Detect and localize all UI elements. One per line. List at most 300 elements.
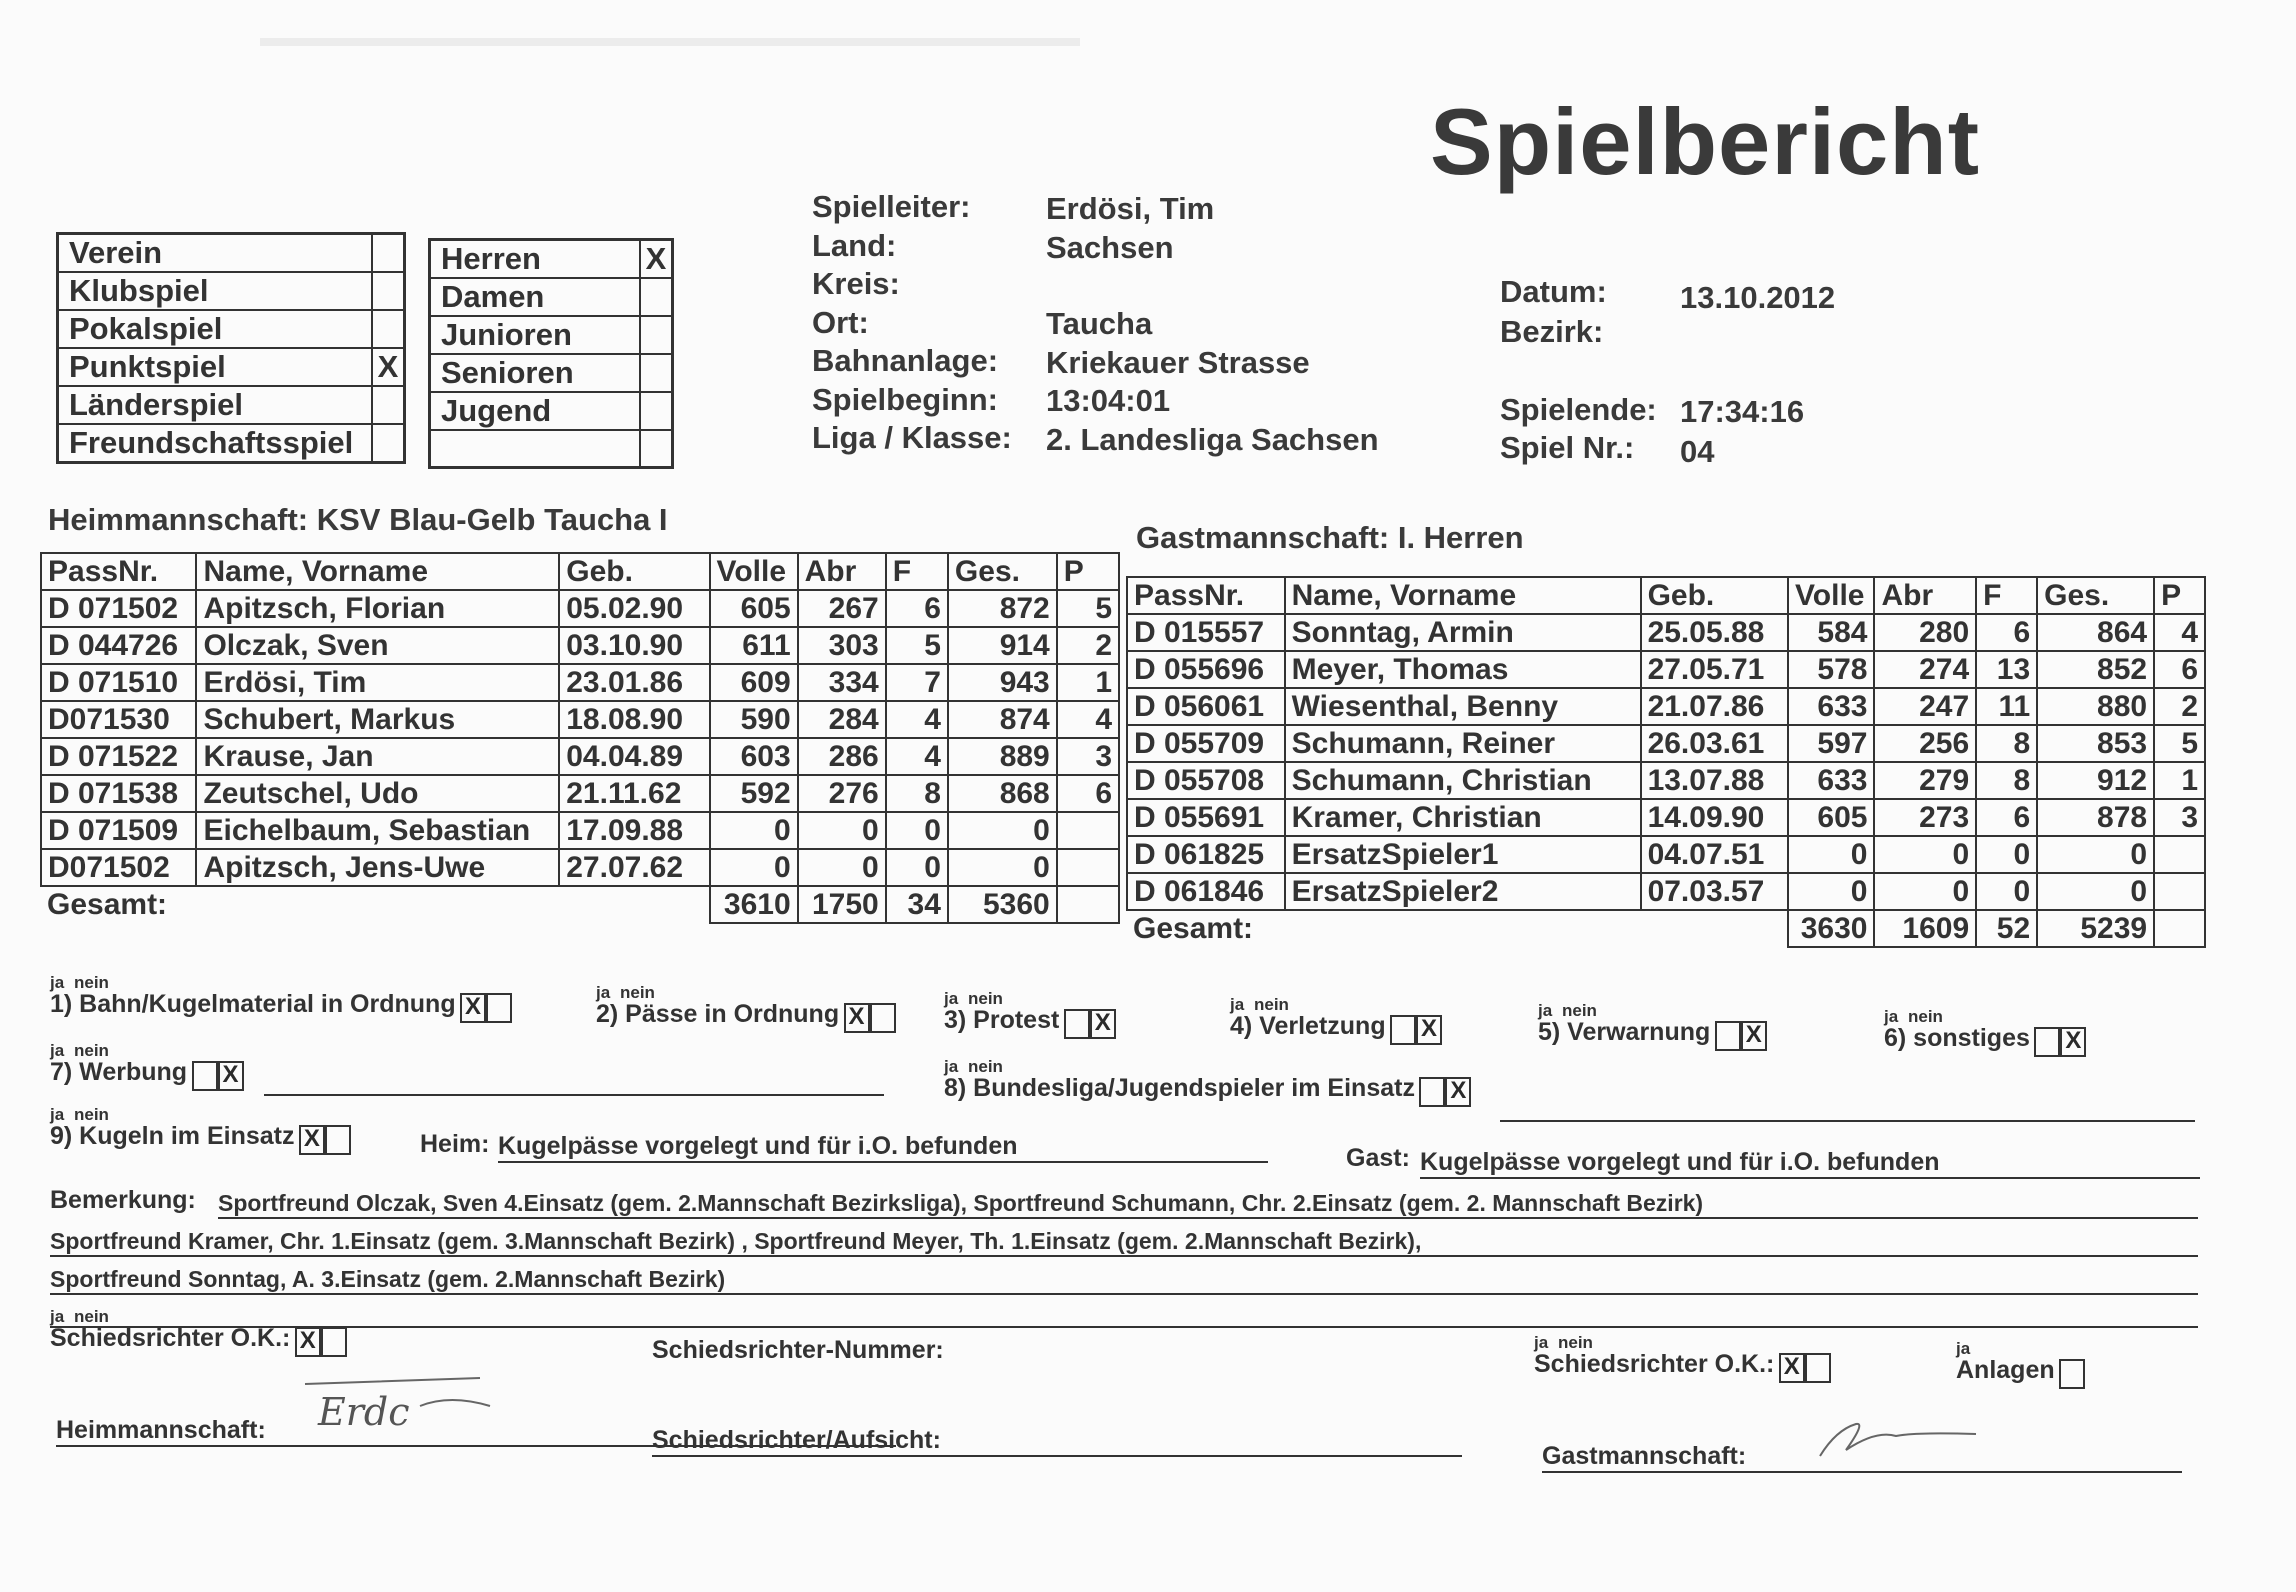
guest-cell-name: Schumann, Christian	[1285, 762, 1641, 799]
nein-label: nein	[74, 1306, 109, 1326]
home-cell-fehler: 4	[886, 738, 948, 775]
game-type-checkbox[interactable]	[372, 386, 405, 424]
home-header-gesamt: Ges.	[948, 553, 1057, 590]
game-type-row	[58, 272, 405, 310]
guest-cell-name: Schumann, Reiner	[1285, 725, 1641, 762]
home-cell-geb: 21.11.62	[559, 775, 709, 812]
check-1-ja[interactable]: X	[460, 993, 486, 1023]
nein-label: nein	[74, 972, 109, 992]
spielnr-label: Spiel Nr.:	[1500, 430, 1635, 465]
heim-check-label: Heim:	[420, 1130, 490, 1158]
guest-cell-geb: 07.03.57	[1641, 873, 1788, 910]
nein-label: nein	[74, 1040, 109, 1060]
guest-total-value: 3630	[1788, 910, 1874, 947]
anlagen	[1956, 1356, 2085, 1389]
home-cell-gesamt: 914	[948, 627, 1057, 664]
home-cell-volle: 605	[710, 590, 798, 627]
guest-cell-fehler: 11	[1976, 688, 2037, 725]
land-label: Land:	[812, 227, 897, 263]
check-7-nein[interactable]: X	[218, 1061, 244, 1091]
home-cell-abr: 334	[798, 664, 886, 701]
guest-cell-fehler: 8	[1976, 725, 2037, 762]
home-cell-pass-nr: D 071502	[41, 590, 196, 627]
guest-cell-punkte: 3	[2154, 799, 2205, 836]
guest-cell-abr: 273	[1874, 799, 1976, 836]
info-labels	[812, 188, 1012, 458]
check-5	[1538, 1018, 1767, 1051]
home-header-abr: Abr	[798, 553, 886, 590]
home-cell-punkte	[1057, 812, 1119, 849]
check-3-ja[interactable]	[1064, 1009, 1090, 1039]
home-cell-pass-nr: D 071509	[41, 812, 196, 849]
home-header-volle: Volle	[710, 553, 798, 590]
category-label: Herren	[430, 240, 641, 279]
home-signature-stroke	[300, 1376, 500, 1426]
guest-cell-pass-nr: D 061825	[1127, 836, 1285, 873]
guest-cell-volle: 605	[1788, 799, 1874, 836]
table-row	[1127, 799, 2205, 836]
category-row	[430, 278, 673, 316]
home-cell-gesamt: 0	[948, 812, 1057, 849]
home-cell-gesamt: 872	[948, 590, 1057, 627]
home-cell-pass-nr: D 044726	[41, 627, 196, 664]
guest-header-gesamt: Ges.	[2037, 577, 2154, 614]
check-5-ja[interactable]	[1715, 1021, 1741, 1051]
home-cell-volle: 603	[710, 738, 798, 775]
home-cell-geb: 05.02.90	[559, 590, 709, 627]
home-total-empty	[1057, 886, 1119, 923]
home-cell-fehler: 6	[886, 590, 948, 627]
remarks-line-4	[50, 1326, 2198, 1328]
category-row	[430, 316, 673, 354]
table-row	[41, 849, 1119, 886]
check-2-label: 2) Pässe in Ordnung	[596, 1000, 840, 1028]
check-8	[944, 1074, 1471, 1107]
guest-signature	[1816, 1410, 2006, 1470]
liga-value: 2. Landesliga Sachsen	[1046, 421, 1379, 457]
ort-label: Ort:	[812, 304, 869, 340]
category-label: Junioren	[430, 316, 641, 354]
home-cell-pass-nr: D 071522	[41, 738, 196, 775]
check-7-ja[interactable]	[192, 1061, 218, 1091]
category-row	[430, 240, 673, 279]
category-checkbox[interactable]	[640, 316, 673, 354]
table-row	[41, 627, 1119, 664]
home-cell-punkte	[1057, 849, 1119, 886]
home-cell-name: Apitzsch, Florian	[196, 590, 559, 627]
ja-label: ja	[1884, 1006, 1899, 1026]
game-type-label: Länderspiel	[58, 386, 373, 424]
game-type-row	[58, 310, 405, 348]
table-row	[41, 664, 1119, 701]
home-cell-abr: 284	[798, 701, 886, 738]
home-cell-volle: 609	[710, 664, 798, 701]
guest-total-value: 1609	[1874, 910, 1976, 947]
guest-cell-name: ErsatzSpieler2	[1285, 873, 1641, 910]
home-cell-pass-nr: D 071538	[41, 775, 196, 812]
land-value: Sachsen	[1046, 229, 1174, 265]
home-cell-name: Olczak, Sven	[196, 627, 559, 664]
check-4-nein[interactable]: X	[1416, 1015, 1442, 1045]
home-cell-punkte: 5	[1057, 590, 1119, 627]
guest-cell-fehler: 0	[1976, 836, 2037, 873]
home-header-punkte: P	[1057, 553, 1119, 590]
guest-cell-geb: 26.03.61	[1641, 725, 1788, 762]
ja-label: ja	[1534, 1332, 1549, 1352]
schiri-ok-home-nein[interactable]	[321, 1327, 347, 1357]
home-cell-volle: 0	[710, 849, 798, 886]
guest-cell-gesamt: 912	[2037, 762, 2154, 799]
guest-cell-pass-nr: D 061846	[1127, 873, 1285, 910]
ort-value: Taucha	[1046, 306, 1153, 341]
check-6-nein[interactable]: X	[2060, 1027, 2086, 1057]
guest-header-geb: Geb.	[1641, 577, 1788, 614]
remarks-line-1: Sportfreund Olczak, Sven 4.Einsatz (gem. 2.Mannschaft Bezirksliga), Sportfreund Schumann, Chr. 2.Einsatz (gem. 2. Mannschaft Bezirk)	[218, 1190, 2198, 1219]
game-type-label: Klubspiel	[58, 272, 373, 310]
home-header-geb: Geb.	[559, 553, 709, 590]
table-row	[1127, 651, 2205, 688]
guest-cell-fehler: 6	[1976, 614, 2037, 651]
nein-label: nein	[1254, 994, 1289, 1014]
game-type-checkbox[interactable]	[372, 310, 405, 348]
check-7-label: 7) Werbung	[50, 1058, 188, 1086]
home-cell-name: Erdösi, Tim	[196, 664, 559, 701]
ja-label: ja	[50, 1040, 65, 1060]
check-3	[944, 1006, 1116, 1039]
home-cell-punkte: 6	[1057, 775, 1119, 812]
home-cell-punkte: 2	[1057, 627, 1119, 664]
home-cell-fehler: 7	[886, 664, 948, 701]
nein-label: nein	[1558, 1332, 1593, 1352]
category-checkbox[interactable]	[640, 392, 673, 430]
category-row	[430, 392, 673, 430]
table-row	[1127, 762, 2205, 799]
check-7	[50, 1058, 244, 1091]
check-8-label: 8) Bundesliga/Jugendspieler im Einsatz	[944, 1074, 1415, 1102]
guest-cell-gesamt: 0	[2037, 836, 2154, 873]
home-total-row	[41, 886, 1119, 923]
check-2-ja[interactable]: X	[844, 1003, 870, 1033]
home-signature-label: Heimmannschaft:	[56, 1416, 896, 1447]
table-row	[41, 738, 1119, 775]
ja-label: ja	[50, 972, 65, 992]
guest-cell-volle: 0	[1788, 873, 1874, 910]
check-4	[1230, 1012, 1442, 1045]
datum-label: Datum:	[1500, 274, 1607, 309]
game-type-label: Pokalspiel	[58, 310, 373, 348]
home-cell-fehler: 5	[886, 627, 948, 664]
home-cell-abr: 267	[798, 590, 886, 627]
check-8-line	[1500, 1120, 2195, 1122]
kreis-label: Kreis:	[812, 266, 900, 301]
category-checkbox[interactable]: X	[640, 240, 673, 279]
home-cell-fehler: 0	[886, 849, 948, 886]
guest-cell-abr: 256	[1874, 725, 1976, 762]
schiri-ok-guest	[1534, 1350, 1831, 1383]
gast-check-label: Gast:	[1346, 1144, 1410, 1172]
check-4-label: 4) Verletzung	[1230, 1012, 1386, 1040]
anlagen-ja[interactable]	[2059, 1359, 2085, 1389]
home-signature: Erdc	[318, 1390, 410, 1434]
remarks-label: Bemerkung:	[50, 1186, 196, 1214]
check-6-ja[interactable]	[2034, 1027, 2060, 1057]
nein-label: nein	[1562, 1000, 1597, 1020]
guest-cell-volle: 633	[1788, 688, 1874, 725]
game-type-row	[58, 348, 405, 386]
game-type-row	[58, 386, 405, 424]
guest-total-label: Gesamt:	[1127, 910, 1788, 947]
home-cell-pass-nr: D071530	[41, 701, 196, 738]
guest-cell-gesamt: 852	[2037, 651, 2154, 688]
check-8-nein[interactable]: X	[1445, 1077, 1471, 1107]
home-cell-gesamt: 874	[948, 701, 1057, 738]
home-cell-name: Schubert, Markus	[196, 701, 559, 738]
spielnr-value: 04	[1680, 434, 1715, 469]
guest-cell-fehler: 0	[1976, 873, 2037, 910]
home-cell-volle: 592	[710, 775, 798, 812]
guest-cell-name: Kramer, Christian	[1285, 799, 1641, 836]
guest-cell-volle: 597	[1788, 725, 1874, 762]
check-3-label: 3) Protest	[944, 1006, 1060, 1034]
category-label: Damen	[430, 278, 641, 316]
home-cell-gesamt: 889	[948, 738, 1057, 775]
check-9	[50, 1122, 351, 1155]
ja-label: ja	[944, 988, 959, 1008]
schiri-ok-home-ja[interactable]: X	[295, 1327, 321, 1357]
bahn-value: Kriekauer Strasse	[1046, 344, 1310, 380]
category-checkbox[interactable]	[640, 354, 673, 392]
game-type-box	[56, 232, 406, 464]
guest-header-name: Name, Vorname	[1285, 577, 1641, 614]
game-type-checkbox[interactable]	[372, 272, 405, 310]
category-checkbox[interactable]	[640, 278, 673, 316]
guest-cell-geb: 25.05.88	[1641, 614, 1788, 651]
game-type-label: Verein	[58, 234, 373, 273]
guest-header-punkte: P	[2154, 577, 2205, 614]
ja-label: ja	[50, 1104, 65, 1124]
category-row	[430, 354, 673, 392]
table-row	[1127, 725, 2205, 762]
game-type-checkbox[interactable]: X	[372, 348, 405, 386]
guest-cell-abr: 247	[1874, 688, 1976, 725]
check-5-nein[interactable]: X	[1741, 1021, 1767, 1051]
home-total-value: 5360	[948, 886, 1057, 923]
home-cell-pass-nr: D071502	[41, 849, 196, 886]
guest-signature-label: Gastmannschaft:	[1542, 1442, 2182, 1473]
category-box	[428, 238, 674, 469]
guest-cell-punkte: 4	[2154, 614, 2205, 651]
home-cell-geb: 03.10.90	[559, 627, 709, 664]
check-9-ja[interactable]: X	[299, 1125, 325, 1155]
gast-check-text: Kugelpässe vorgelegt und für i.O. befunden	[1420, 1148, 2200, 1179]
spielleiter-value: Erdösi, Tim	[1046, 191, 1215, 226]
ja-label: ja	[944, 1056, 959, 1076]
datum-value: 13.10.2012	[1680, 280, 1836, 315]
home-cell-abr: 286	[798, 738, 886, 775]
check-1	[50, 990, 512, 1023]
guest-cell-gesamt: 880	[2037, 688, 2154, 725]
home-total-label: Gesamt:	[41, 886, 710, 923]
game-type-checkbox[interactable]	[372, 234, 405, 273]
ja-label: ja	[1538, 1000, 1553, 1020]
table-row	[1127, 873, 2205, 910]
guest-cell-punkte	[2154, 873, 2205, 910]
remarks-line-3: Sportfreund Sonntag, A. 3.Einsatz (gem. 2.Mannschaft Bezirk)	[50, 1266, 2198, 1295]
check-1-nein[interactable]	[486, 993, 512, 1023]
check-6-label: 6) sonstiges	[1884, 1024, 2030, 1052]
guest-cell-volle: 0	[1788, 836, 1874, 873]
nein-label: nein	[620, 982, 655, 1002]
info-values	[1046, 190, 1379, 459]
table-row	[41, 701, 1119, 738]
guest-cell-abr: 274	[1874, 651, 1976, 688]
home-cell-gesamt: 943	[948, 664, 1057, 701]
table-row	[1127, 836, 2205, 873]
schiri-ok-home-label: Schiedsrichter O.K.:	[50, 1324, 291, 1352]
home-total-value: 1750	[798, 886, 886, 923]
guest-cell-abr: 279	[1874, 762, 1976, 799]
guest-total-empty	[2154, 910, 2205, 947]
guest-cell-abr: 280	[1874, 614, 1976, 651]
home-cell-punkte: 1	[1057, 664, 1119, 701]
category-checkbox[interactable]	[640, 430, 673, 468]
game-type-label: Freundschaftsspiel	[58, 424, 373, 463]
bahn-label: Bahnanlage:	[812, 343, 999, 378]
category-label	[430, 430, 641, 468]
anlagen-label: Anlagen	[1956, 1356, 2055, 1384]
home-cell-abr: 276	[798, 775, 886, 812]
table-row	[41, 775, 1119, 812]
home-cell-gesamt: 0	[948, 849, 1057, 886]
guest-cell-name: Sonntag, Armin	[1285, 614, 1641, 651]
home-cell-name: Zeutschel, Udo	[196, 775, 559, 812]
check-8-ja[interactable]	[1419, 1077, 1445, 1107]
guest-cell-pass-nr: D 015557	[1127, 614, 1285, 651]
home-cell-volle: 590	[710, 701, 798, 738]
category-label: Jugend	[430, 392, 641, 430]
home-cell-geb: 17.09.88	[559, 812, 709, 849]
game-type-row	[58, 234, 405, 273]
schiri-ok-home	[50, 1324, 347, 1357]
heim-check-text: Kugelpässe vorgelegt und für i.O. befunden	[498, 1132, 1268, 1163]
werbung-line	[264, 1094, 884, 1096]
check-5-label: 5) Verwarnung	[1538, 1018, 1711, 1046]
home-cell-abr: 0	[798, 812, 886, 849]
home-cell-geb: 04.04.89	[559, 738, 709, 775]
check-2	[596, 1000, 896, 1033]
game-type-checkbox[interactable]	[372, 424, 405, 463]
guest-cell-fehler: 8	[1976, 762, 2037, 799]
spielende-label: Spielende:	[1500, 392, 1657, 427]
liga-label: Liga / Klasse:	[812, 420, 1012, 455]
home-cell-abr: 303	[798, 627, 886, 664]
page-title: Spielbericht	[1430, 89, 1981, 194]
home-cell-punkte: 4	[1057, 701, 1119, 738]
home-cell-pass-nr: D 071510	[41, 664, 196, 701]
nein-label: nein	[74, 1104, 109, 1124]
check-2-nein[interactable]	[870, 1003, 896, 1033]
guest-header-pass-nr: PassNr.	[1127, 577, 1285, 614]
bezirk-label: Bezirk:	[1500, 314, 1604, 349]
category-label: Senioren	[430, 354, 641, 392]
nein-label: nein	[1908, 1006, 1943, 1026]
beginn-value: 13:04:01	[1046, 383, 1171, 418]
guest-cell-volle: 578	[1788, 651, 1874, 688]
home-cell-punkte: 3	[1057, 738, 1119, 775]
home-cell-geb: 23.01.86	[559, 664, 709, 701]
table-row	[1127, 688, 2205, 725]
ja-label: ja	[596, 982, 611, 1002]
guest-cell-pass-nr: D 055709	[1127, 725, 1285, 762]
home-header-fehler: F	[886, 553, 948, 590]
guest-cell-gesamt: 878	[2037, 799, 2154, 836]
schiri-ok-guest-ja[interactable]: X	[1779, 1353, 1805, 1383]
home-cell-fehler: 4	[886, 701, 948, 738]
check-4-ja[interactable]	[1390, 1015, 1416, 1045]
home-cell-volle: 611	[710, 627, 798, 664]
guest-header-volle: Volle	[1788, 577, 1874, 614]
ja-label: ja	[1230, 994, 1245, 1014]
guest-cell-pass-nr: D 056061	[1127, 688, 1285, 725]
guest-cell-pass-nr: D 055696	[1127, 651, 1285, 688]
aufsicht-signature-label: Schiedsrichter/Aufsicht:	[652, 1426, 1462, 1457]
home-header-pass-nr: PassNr.	[41, 553, 196, 590]
schiri-ok-guest-label: Schiedsrichter O.K.:	[1534, 1350, 1775, 1378]
guest-cell-fehler: 6	[1976, 799, 2037, 836]
home-cell-fehler: 8	[886, 775, 948, 812]
guest-cell-pass-nr: D 055708	[1127, 762, 1285, 799]
game-type-row	[58, 424, 405, 463]
kreis-value	[1046, 267, 1379, 305]
nein-label: nein	[968, 988, 1003, 1008]
guest-score-table	[1126, 576, 2206, 948]
home-cell-volle: 0	[710, 812, 798, 849]
guest-total-value: 52	[1976, 910, 2037, 947]
spielende-value: 17:34:16	[1680, 394, 1805, 429]
guest-header-fehler: F	[1976, 577, 2037, 614]
schiri-ok-guest-nein[interactable]	[1805, 1353, 1831, 1383]
guest-cell-gesamt: 853	[2037, 725, 2154, 762]
guest-cell-punkte: 1	[2154, 762, 2205, 799]
home-cell-fehler: 0	[886, 812, 948, 849]
guest-cell-geb: 14.09.90	[1641, 799, 1788, 836]
table-row	[1127, 614, 2205, 651]
home-header-name: Name, Vorname	[196, 553, 559, 590]
guest-cell-name: Meyer, Thomas	[1285, 651, 1641, 688]
check-9-nein[interactable]	[325, 1125, 351, 1155]
guest-team-label: Gastmannschaft: I. Herren	[1136, 520, 1524, 555]
beginn-label: Spielbeginn:	[812, 381, 998, 417]
ja-label: ja	[1956, 1338, 1971, 1358]
check-6	[1884, 1024, 2086, 1057]
check-3-nein[interactable]: X	[1090, 1009, 1116, 1039]
game-type-label: Punktspiel	[58, 348, 373, 386]
guest-cell-volle: 633	[1788, 762, 1874, 799]
table-row	[41, 812, 1119, 849]
home-cell-geb: 27.07.62	[559, 849, 709, 886]
guest-total-value: 5239	[2037, 910, 2154, 947]
guest-total-row	[1127, 910, 2205, 947]
category-row	[430, 430, 673, 468]
guest-cell-abr: 0	[1874, 873, 1976, 910]
guest-cell-name: Wiesenthal, Benny	[1285, 688, 1641, 725]
guest-cell-geb: 04.07.51	[1641, 836, 1788, 873]
guest-cell-geb: 27.05.71	[1641, 651, 1788, 688]
guest-cell-gesamt: 864	[2037, 614, 2154, 651]
guest-cell-volle: 584	[1788, 614, 1874, 651]
guest-cell-abr: 0	[1874, 836, 1976, 873]
guest-cell-geb: 13.07.88	[1641, 762, 1788, 799]
